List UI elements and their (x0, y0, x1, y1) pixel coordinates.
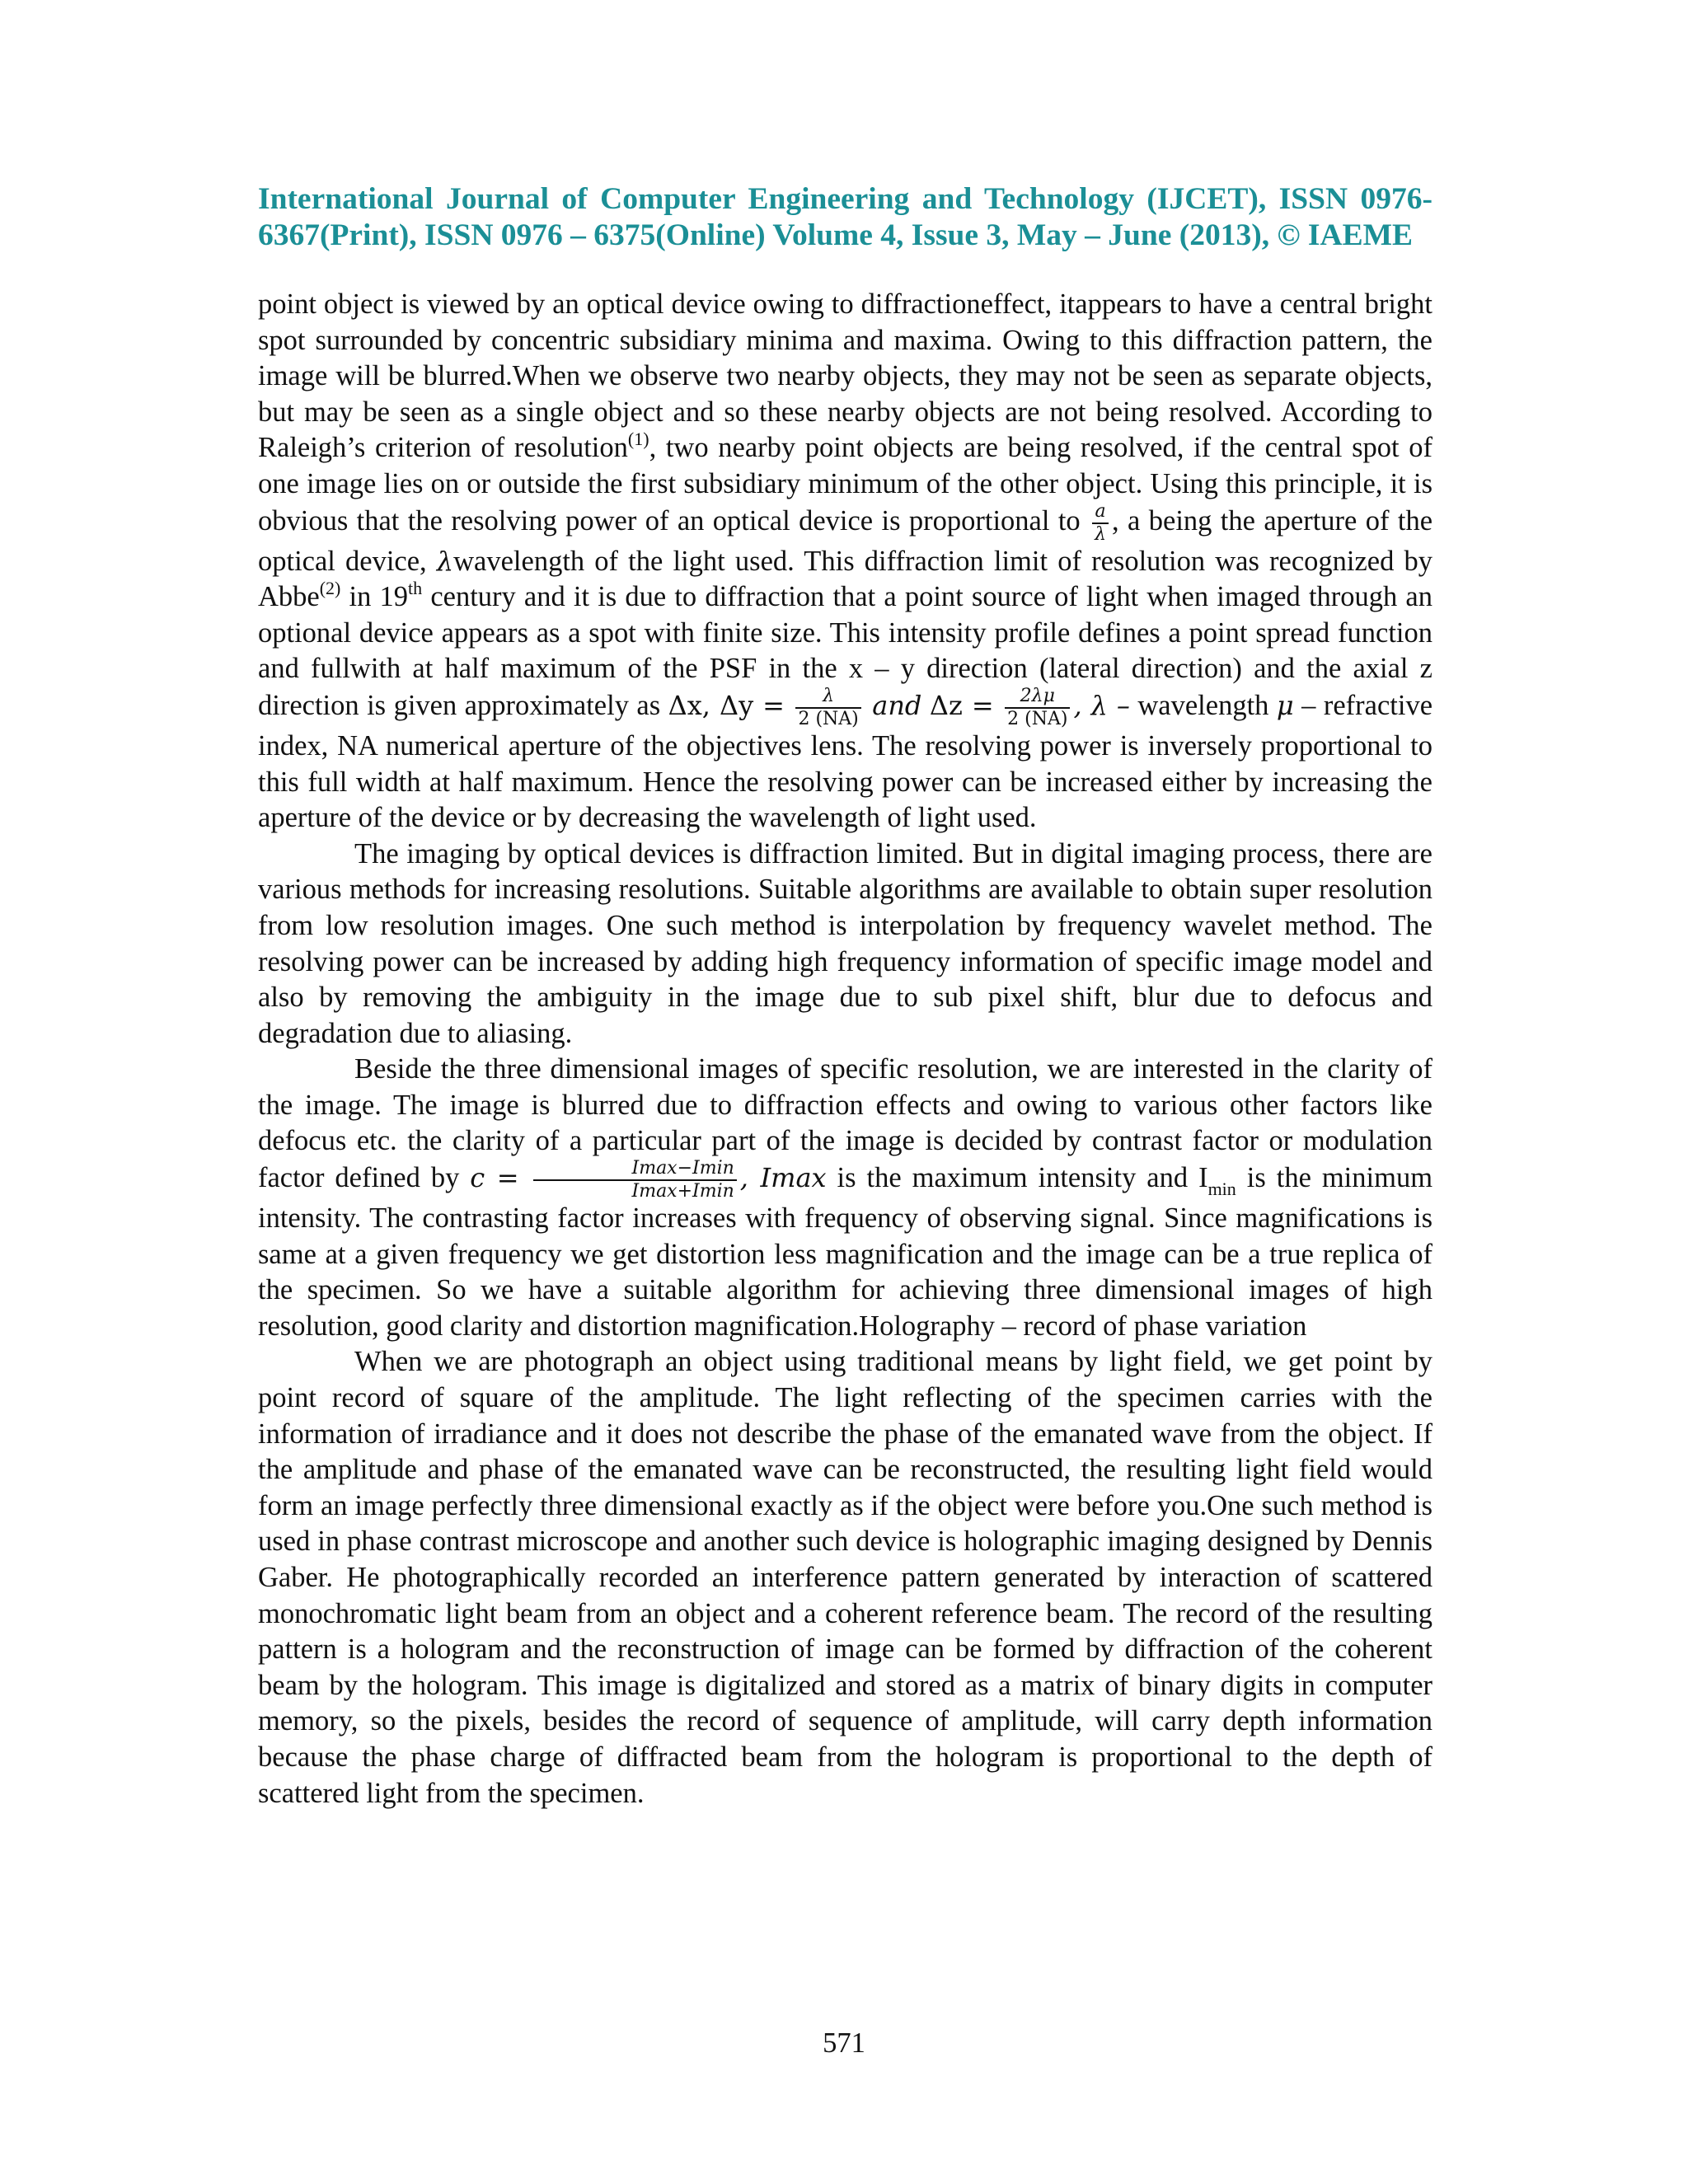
paragraph-4: When we are photograph an object using traditional means by light field, we get point by point record of square of the amplitude. The light reflecting of the specimen carries with the information of irradiance and it does not describe the phase of the emanated wave from the object. If the amplitude and phase of the emanated wave can be reconstructed, the resulting light field would form an image perfectly three dimensional exactly as if the object were before you.One such method is used in phase contrast microscope and another such device is holographic imaging designed by Dennis Gaber. He photographically recorded an interference pattern generated by interaction of scattered monochromatic light beam from an object and a coherent reference beam. The record of the resulting pattern is a hologram and the reconstruction of image can be formed by diffraction of the coherent beam by the hologram. This image is digitalized and stored as a matrix of binary digits in computer memory, so the pixels, besides the record of sequence of amplitude, will carry depth information because the phase charge of diffracted beam from the hologram is proportional to the depth of scattered light from the specimen. (258, 1346, 1432, 1809)
p1-text-5: in 19 (340, 581, 409, 613)
fraction-a-over-lambda (1092, 500, 1109, 545)
p1-text-2: , two nearby point objects are being resolved, if the central spot of one image lies on or outside the first subsidiary minimum of the other object. Using this principle, it is obvious that the resolving power of an optical device is proportional to (258, 432, 1433, 537)
fraction-lambda-over-2na (795, 687, 860, 729)
fraction-numerator: a (1092, 503, 1109, 524)
p1-text-7: wavelength (1129, 689, 1269, 721)
p3-text-3: is the minimum intensity. The contrasting factor increases with frequency of observing signal. Since magnifications is same at a given frequency we get distortion less magnification and the image can be a true replica of the specimen. So we have a suitable algorithm for achieving three dimensional images of high resolution, good clarity and distortion magnification.Holography – record of phase variation (258, 1161, 1433, 1342)
imax-symbol: , Imax (739, 1161, 827, 1193)
fraction-denominator: 2 (NA) (798, 708, 859, 729)
lambda-symbol: λ (436, 545, 454, 577)
equation-dz: Δz = (929, 689, 994, 721)
reference-2: (2) (319, 577, 341, 598)
subscript-min: min (1207, 1178, 1236, 1199)
fraction-denominator: Imax+Imin (631, 1181, 734, 1202)
contrast-equation: c = (470, 1161, 519, 1193)
paragraph-3 (258, 1052, 1432, 1344)
p1-text-6: century and it is due to diffraction that a point source of light when imaged through an optional device appears as a spot with finite size. This intensity profile defines a point spread function and fullwith at half maximum of the PSF in the x – y direction (lateral direction) and the axial z direction is given approximately as (258, 581, 1432, 721)
fraction-denominator: λ (1095, 523, 1107, 545)
mu-symbol: μ (1276, 689, 1294, 721)
p1-text-4: wavelength of the light used. This diffraction limit of resolution was recognized by Abbe (258, 545, 1433, 613)
paragraph-2: The imaging by optical devices is diffraction limited. But in digital imaging process, there are various methods for increasing resolutions. Suitable algorithms are available to obtain super resolution from low resolution images. One such method is interpolation by frequency wavelet method. The resolving power can be increased by adding high frequency information of specific image model and also by removing the ambiguity in the image due to sub pixel shift, blur due to defocus and degradation due to aliasing. (258, 837, 1432, 1049)
fraction-2lambdamu-over-2na (1005, 687, 1070, 729)
page-number: 571 (823, 2027, 865, 2059)
p3-text-1: Beside the three dimensional images of specific resolution, we are interested in the clarity of the image. The image is blurred due to diffraction effects and owing to various other factors like defocus etc. the clarity of a particular part of the image is decided by contrast factor or modulation factor defined by (258, 1053, 1432, 1193)
equation-tail: , λ – (1073, 689, 1130, 721)
fraction-denominator: 2 (NA) (1007, 708, 1068, 729)
paragraph-1 (258, 287, 1432, 837)
journal-header: International Journal of Computer Engineering and Technology (IJCET), ISSN 0976-6367(Print), ISSN 0976 – 6375(Online) Volume 4, Issue 3, May – June (2013), © IAEME (258, 182, 1432, 252)
article-body (258, 287, 1432, 1811)
equation-dxdy: Δx, Δy = (668, 689, 785, 721)
equation-and: and (872, 689, 922, 721)
p1-text-3: , a being the aperture of the optical device, (258, 504, 1433, 577)
fraction-contrast-factor (533, 1160, 737, 1201)
fraction-numerator: 2λμ (1005, 687, 1070, 709)
reference-1: (1) (627, 428, 649, 449)
fraction-numerator: Imax−Imin (533, 1160, 737, 1181)
superscript-th: th (408, 577, 423, 598)
fraction-numerator: λ (795, 687, 860, 709)
p1-text-8: – refractive index, NA numerical aperture of the objectives lens. The resolving power is inversely proportional to this full width at half maximum. Hence the resolving power can be increased either by increasing the aperture of the device or by decreasing the wavelength of light used. (258, 689, 1433, 834)
p3-text-2: is the maximum intensity and I (826, 1161, 1208, 1193)
p1-text-1: point object is viewed by an optical device owing to diffractioneffect, itappears to have a central bright spot surrounded by concentric subsidiary minima and maxima. Owing to this diffraction pattern, the image will be blurred.When we observe two nearby objects, they may not be seen as separate objects, but may be seen as a single object and so these nearby objects are not being resolved. According to Raleigh’s criterion of resolution (258, 288, 1432, 464)
